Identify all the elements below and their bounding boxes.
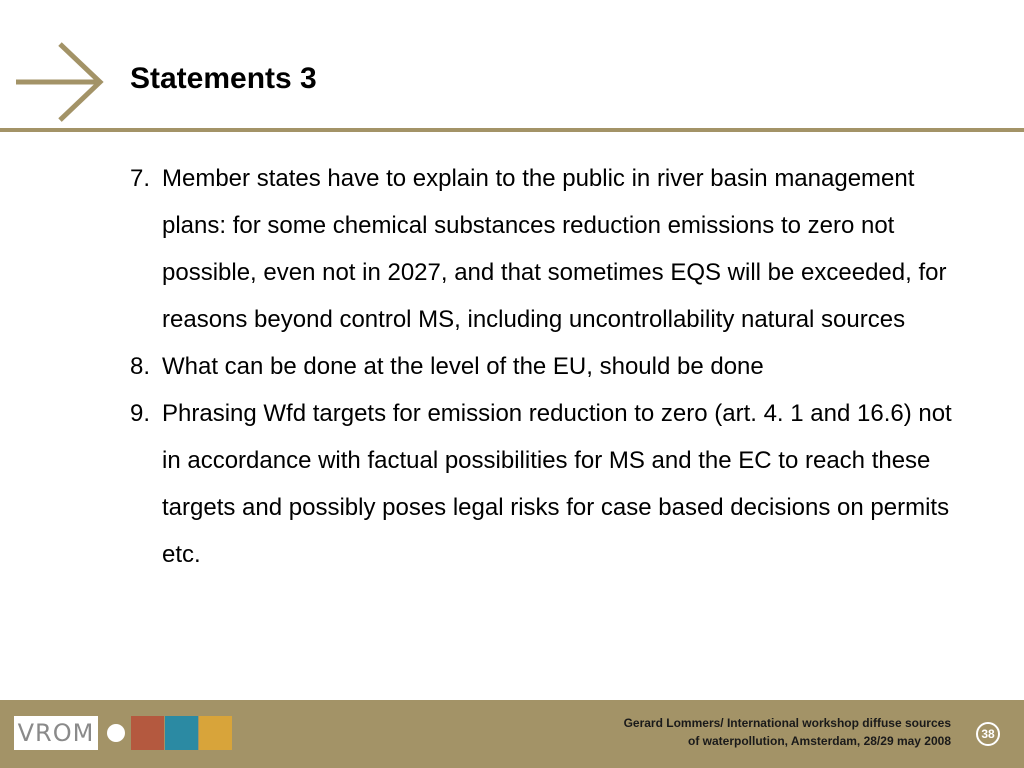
statement-number: 7.	[130, 165, 151, 192]
statement-text: Phrasing Wfd targets for emission reduction to zero (art. 4. 1 and 16.6) not in accordance with factual possibilities for MS and the EC to reach these targets and possibly poses legal risks for case based decisions on permits etc.	[162, 400, 952, 568]
logo-dot	[107, 724, 125, 742]
color-swatch-teal	[165, 716, 198, 750]
color-swatch-rust	[131, 716, 164, 750]
slide-title: Statements 3	[130, 62, 317, 95]
statement-number: 9.	[130, 400, 151, 427]
vrom-logo: VROM	[14, 716, 98, 750]
arrow-right-icon	[14, 42, 106, 122]
statement-item-7	[130, 155, 960, 343]
statement-item-9	[130, 390, 960, 578]
credit-line-1: Gerard Lommers/ International workshop diffuse sources	[623, 716, 951, 730]
statement-text: Member states have to explain to the public in river basin management plans: for some chemical substances reduction emissions to zero not possible, even not in 2027, and that sometimes EQS will be exceeded, for reasons beyond control MS, including uncontrollability natural sources	[162, 165, 947, 333]
footer-bar	[0, 700, 1024, 768]
statement-text: What can be done at the level of the EU, should be done	[162, 353, 764, 380]
page-number-badge: 38	[976, 722, 1000, 746]
credit-line-2: of waterpollution, Amsterdam, 28/29 may 2008	[688, 734, 951, 748]
statement-list	[130, 155, 960, 578]
header-divider	[0, 128, 1024, 132]
statement-number: 8.	[130, 353, 151, 380]
footer-credit	[624, 714, 951, 750]
statement-item-8	[130, 343, 960, 390]
color-swatch-gold	[199, 716, 232, 750]
